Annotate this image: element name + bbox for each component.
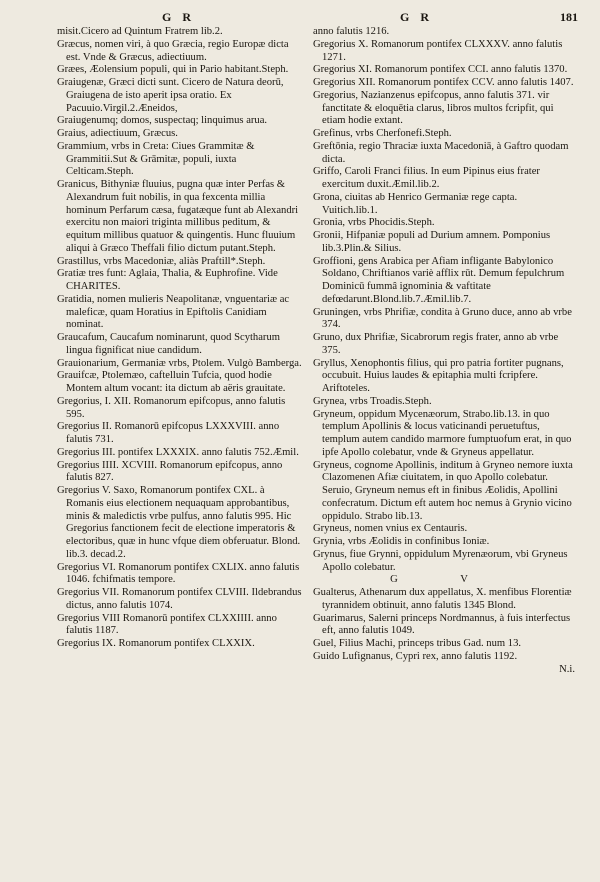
dictionary-entry: Grynus, fiue Grynni, oppidulum Myrenæorum, vbi Gryneus Apollo colebatur.	[313, 548, 568, 573]
dictionary-entry: Guido Lufignanus, Cypri rex, anno falutis 1192.	[313, 650, 518, 662]
dictionary-entry: Graiugenæ, Græci dicti sunt. Cicero de Natura deorū, Graiugena de isto aperit ipsa oratio. Ex Pacuuio.Virgil.2.Æneidos,	[57, 77, 284, 114]
dictionary-entry: Grauionarium, Germaniæ vrbs, Ptolem. Vulgò Bamberga.	[57, 357, 302, 369]
dictionary-entry: Gregorius XII. Romanorum pontifex CCV. anno falutis 1407.	[313, 77, 574, 88]
dictionary-entry: Granicus, Bithyniæ fluuius, pugna quæ inter Perfas & Alexandrum fuit nobilis, in qua fexcenta millia hominum Perfarum cæsa, fugatæque funt ab Alexandri exercitu non maiori triginta millibus peditum, & equitum millibus quatuor & quingentis. Hunc fluuium aliqui à Græco Theffali filio dictum putant.Steph.	[57, 179, 299, 254]
dictionary-entry: Gregorius II. Romanorū epifcopus LXXXVIII. anno falutis 731.	[57, 421, 280, 445]
dictionary-entry: Gregorius VIII Romanorū pontifex CLXXIIII. anno falutis 1187.	[57, 612, 277, 637]
dictionary-entry: Greftōnia, regio Thraciæ iuxta Macedoniā, à Gaftro quodam dicta.	[313, 140, 569, 165]
dictionary-entry: Gualterus, Athenarum dux appellatus, X. menfibus Florentiæ tyrannidem obtinuit, anno falutis 1345 Blond.	[313, 587, 572, 611]
dictionary-entry: Graiugenumq; domos, suspectaq; linquimus arua.	[57, 115, 268, 127]
dictionary-entry: Gregorius V. Saxo, Romanorum pontifex CXL. à Romanis eius electionem nequaquam approbantibus, minis & maledictis vrbe pulfus, anno falutis 995. Hic Gregorius fanctionem fecit de electione imperatoris & electoribus, quæ in hunc vfque diem obferuatur. Blond. lib.3. decad.2.	[57, 485, 301, 560]
dictionary-entry: Gregorius IX. Romanorum pontifex CLXXIX.	[57, 638, 255, 649]
page-number: 181	[560, 10, 578, 24]
dictionary-entry: Grona, ciuitas ab Henrico Germaniæ rege capta. Vuitich.lib.1.	[313, 191, 518, 216]
dictionary-entry: Gryneus, cognome Apollinis, inditum à Gryneo nemore iuxta Clazomenen Afiæ ciuitatem, in quo Apollo colebatur. Seruio, Gryneum nemus eft in finibus Æolidis, Apollini confecratum. Dictum eft autem hoc nemus à Grynio vicino oppidulo. Strabo lib.13.	[313, 459, 573, 522]
dictionary-entry: Grynia, vrbs Æolidis in confinibus Ioniæ.	[313, 536, 490, 547]
dictionary-entry: Gregorius VI. Romanorum pontifex CXLIX. anno falutis 1046. fchifmatis tempore.	[57, 561, 300, 586]
dictionary-entry: Gryneum, oppidum Mycenæorum, Strabo.lib.13. in quo templum Apollinis & locus vaticinandi peruetuftus, templum autem candido marmore fumptuofum erat, in quo ipfe Apollo colebatur, vnde & Gryneus appellatur.	[313, 408, 572, 458]
dictionary-entry: Gratiæ tres funt: Aglaia, Thalia, & Euphrofine. Vide CHARITES.	[57, 268, 278, 292]
running-header	[52, 6, 578, 26]
right-column	[313, 26, 575, 676]
dictionary-entry: Gregorius IIII. XCVIII. Romanorum epifcopus, anno falutis 827.	[57, 459, 283, 484]
dictionary-entry: Griffo, Caroli Franci filius. In eum Pipinus eius frater exercitum duxit.Æmil.lib.2.	[313, 166, 540, 190]
dictionary-entry: Gronii, Hifpaniæ populi ad Durium amnem. Pomponius lib.3.Plin.& Silius.	[313, 230, 551, 254]
dictionary-entry: Grynea, vrbs Troadis.Steph.	[313, 395, 432, 407]
dictionary-entry: Grauifcæ, Ptolemæo, caftelluin Tufcia, quod hodie Montem altum vocant: ita dictum ab aëris grauitate.	[57, 370, 286, 394]
left-column	[57, 26, 303, 651]
dictionary-entry: Gregorius III. pontifex LXXXIX. anno falutis 752.Æmil.	[57, 446, 299, 458]
dictionary-entry: Grefinus, vrbs Cherfonefi.Steph.	[313, 128, 452, 139]
dictionary-entry: Gregorius, Nazianzenus epifcopus, anno falutis 371. vir fanctitate & eloquētia clarus, libros multos fcripfit, qui etiam hodie extant.	[313, 89, 554, 127]
dictionary-entry: Gruno, dux Phrifiæ, Sicabrorum regis frater, anno ab vrbe 375.	[313, 332, 559, 356]
dictionary-entry: Græes, Æolensium populi, qui in Pario habitant.Steph.	[57, 64, 289, 76]
dictionary-entry: Gryllus, Xenophontis filius, qui pro patria fortiter pugnans, occubuit. Huius laudes & epitaphia multi fcripfere. Ariftoteles.	[313, 357, 564, 394]
dictionary-entry: Gruningen, vrbs Phrifiæ, condita à Gruno duce, anno ab vrbe 374.	[313, 306, 572, 331]
dictionary-entry: Gratidia, nomen mulieris Neapolitanæ, vnguentariæ ac maleficæ, quam Horatius in Epiftolis Canidiam nominat.	[57, 293, 290, 331]
dictionary-entry: Groffioni, gens Arabica per Afiam infligante Babylonico Soldano, Chriftianos variè afflix rūt. Demum fepulchrum Dominicū fummâ ignominia & vaftitate defœdarunt.Blond.lib.7.Æmil.lib.7.	[313, 255, 565, 305]
header-right-letters: G R	[400, 10, 433, 24]
dictionary-entry: Guarimarus, Salerni princeps Nordmannus, à fuis interfectus eft, anno falutis 1049.	[313, 612, 571, 637]
dictionary-entry: Gregorius VII. Romanorum pontifex CLVIII. Ildebrandus dictus, anno falutis 1074.	[57, 587, 302, 611]
signature-mark: N.i.	[559, 663, 575, 675]
dictionary-entry: Gronia, vrbs Phocidis.Steph.	[313, 217, 435, 229]
dictionary-entry: misit.Cicero ad Quintum Fratrem lib.2.	[57, 26, 223, 37]
dictionary-entry: Grastillus, vrbs Macedoniæ, aliàs Praftill*.Steph.	[57, 255, 266, 267]
dictionary-entry: Grammium, vrbs in Creta: Ciues Grammitæ & Grammitii.Sut & Grāmitæ, populi, iuxta Celticam.Steph.	[57, 140, 255, 178]
dictionary-entry: Graius, adiectiuum, Græcus.	[57, 128, 178, 139]
dictionary-entry: Gryneus, nomen vnius ex Centauris.	[313, 523, 468, 535]
dictionary-entry: anno falutis 1216.	[313, 26, 390, 37]
dictionary-entry: Graucafum, Caucafum nominarunt, quod Scytharum lingua fignificat niue candidum.	[57, 332, 280, 356]
dictionary-entry: Gregorius, I. XII. Romanorum epifcopus, anno falutis 595.	[57, 395, 286, 420]
dictionary-entry: Gregorius X. Romanorum pontifex CLXXXV. anno falutis 1271.	[313, 38, 563, 63]
section-heading: G V	[390, 574, 498, 586]
dictionary-entry: Gregorius XI. Romanorum pontifex CCI. anno falutis 1370.	[313, 64, 568, 76]
dictionary-entry: Guel, Filius Machi, princeps tribus Gad. num 13.	[313, 638, 522, 649]
dictionary-entry: Græcus, nomen viri, à quo Græcia, regio Europæ dicta est. Vnde & Græcus, adiectiuum.	[57, 38, 289, 63]
header-left-letters: G R	[162, 10, 195, 24]
